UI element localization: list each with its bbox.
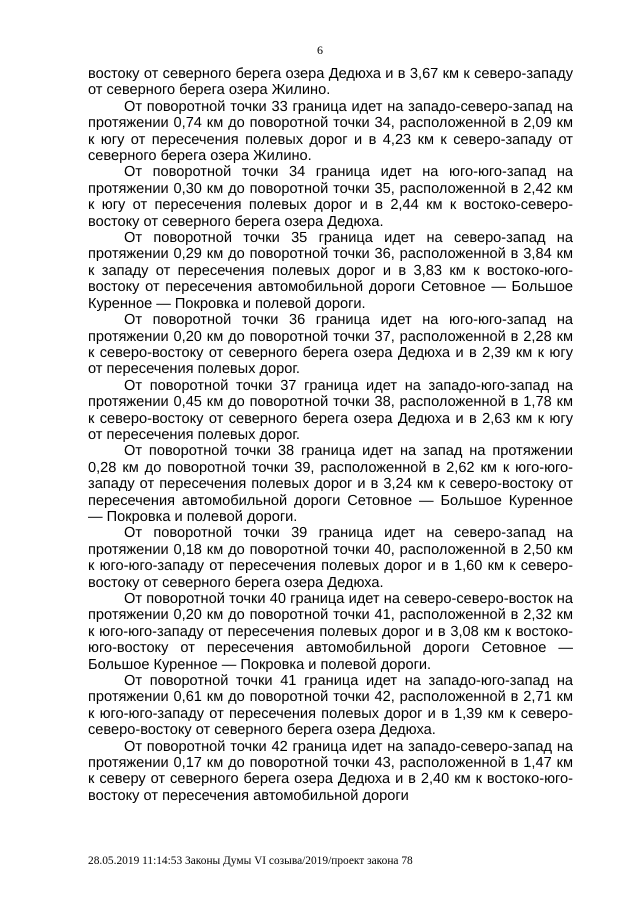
paragraph-point-42: От поворотной точки 42 граница идет на западо-северо-запад на протяжении 0,17 км до поворотной точки 43, расположенной в 1,47 км к северу от северного берега озера Дедюха и в 2,40 км к востоко-юго-востоку от пересечения автомобильной дороги	[88, 738, 573, 804]
page-number: 6	[317, 43, 323, 57]
paragraph-point-34: От поворотной точки 34 граница идет на юго-юго-запад на протяжении 0,30 км до поворотной точки 35, расположенной в 2,42 км к югу от пересечения полевых дорог и в 2,44 км к востоко-северо-востоку от северного берега озера Дедюха.	[88, 164, 573, 230]
paragraph-point-39: От поворотной точки 39 граница идет на северо-запад на протяжении 0,18 км до поворотной точки 40, расположенной в 2,50 км к юго-юго-западу от пересечения полевых дорог и в 1,60 км к северо-востоку от северного берега озера Дедюха.	[88, 525, 573, 591]
paragraph-point-36: От поворотной точки 36 граница идет на юго-юго-запад на протяжении 0,20 км до поворотной точки 37, расположенной в 2,28 км к северо-востоку от северного берега озера Дедюха и в 2,39 км к югу от пересечения полевых дорог.	[88, 312, 573, 378]
paragraph-point-37: От поворотной точки 37 граница идет на западо-юго-запад на протяжении 0,45 км до поворотной точки 38, расположенной в 1,78 км к северо-востоку от северного берега озера Дедюха и в 2,63 км к югу от пересечения полевых дорог.	[88, 377, 573, 443]
paragraph-point-38: От поворотной точки 38 граница идет на запад на протяжении 0,28 км до поворотной точки 39, расположенной в 2,62 км к юго-юго-западу от пересечения полевых дорог и в 3,24 км к северо-востоку от пересечения автомобильной дороги Сетовное — Большое Куренное — Покровка и полевой дороги.	[88, 443, 573, 525]
paragraph-point-40: От поворотной точки 40 граница идет на северо-северо-восток на протяжении 0,20 км до поворотной точки 41, расположенной в 2,32 км к юго-юго-западу от пересечения полевых дорог и в 3,08 км к востоко-юго-востоку от пересечения автомобильной дороги Сетовное — Большое Куренное — Покровка и полевой дороги.	[88, 591, 573, 673]
paragraph-point-35: От поворотной точки 35 граница идет на северо-запад на протяжении 0,29 км до поворотной точки 36, расположенной в 3,84 км к западу от пересечения полевых дорог и в 3,83 км к востоко-юго-востоку от пересечения автомобильной дороги Сетовное — Большое Куренное — Покровка и полевой дороги.	[88, 230, 573, 312]
document-body	[88, 66, 573, 804]
footer-path: 28.05.2019 11:14:53 Законы Думы VI созыва/2019/проект закона 78	[88, 855, 413, 867]
paragraph-point-33: От поворотной точки 33 граница идет на западо-северо-запад на протяжении 0,74 км до поворотной точки 34, расположенной в 2,09 км к югу от пересечения полевых дорог и в 4,23 км к северо-западу от северного берега озера Жилино.	[88, 98, 573, 165]
paragraph-continuation: востоку от северного берега озера Дедюха и в 3,67 км к северо-западу от северного берега озера Жилино.	[88, 66, 573, 99]
paragraph-point-41: От поворотной точки 41 граница идет на западо-юго-запад на протяжении 0,61 км до поворотной точки 42, расположенной в 2,71 км к юго-юго-западу от пересечения полевых дорог и в 1,39 км к северо-северо-востоку от северного берега озера Дедюха.	[88, 673, 573, 739]
